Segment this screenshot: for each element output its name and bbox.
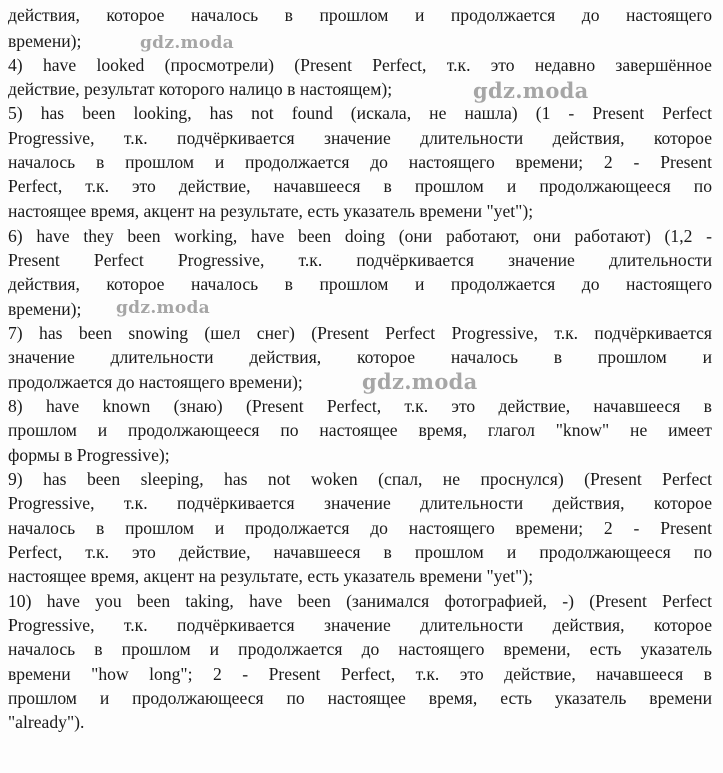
text-line: Perfect, т.к. это действие, начавшееся в прошлом и продолжающееся по [8, 176, 712, 196]
text-line: 7) has been snowing (шел снег) (Present Perfect Progressive, т.к. подчёркивается [8, 323, 712, 343]
text-line: началось в прошлом и продолжается до настоящего времени, есть указатель [8, 639, 712, 659]
text-line: 8) have known (знаю) (Present Perfect, т.к. это действие, начавшееся в [8, 396, 712, 416]
text-line: 10) have you been taking, have been (занимался фотографией, -) (Present Perfect [8, 591, 712, 611]
text-line: времени); [8, 31, 82, 51]
text-line: времени); [8, 299, 82, 319]
text-line: действия, которое началось в прошлом и продолжается до настоящего [8, 274, 712, 294]
text-line: прошлом и продолжающееся по настоящее время, есть указатель времени [8, 688, 712, 708]
text-line: Progressive, т.к. подчёркивается значение длительности действия, которое [8, 128, 712, 148]
text-line: действие, результат которого налицо в настоящем); [8, 79, 393, 99]
text-line: 5) has been looking, has not found (искала, не нашла) (1 - Present Perfect [8, 103, 712, 123]
text-line: 6) have they been working, have been doing (они работают, они работают) (1,2 - [8, 226, 712, 246]
text-line: Perfect, т.к. это действие, начавшееся в прошлом и продолжающееся по [8, 542, 712, 562]
text-line: действия, которое началось в прошлом и продолжается до настоящего [8, 5, 712, 25]
text-line: Present Perfect Progressive, т.к. подчёркивается значение длительности [8, 250, 712, 270]
watermark: gdz.moda [140, 33, 234, 53]
watermark: gdz.moda [362, 369, 478, 394]
text-line: началось в прошлом и продолжается до настоящего времени; 2 - Present [8, 518, 712, 538]
watermark: gdz.moda [116, 298, 210, 318]
text-line: настоящее время, акцент на результате, есть указатель времени "yet"); [8, 566, 534, 586]
text-line: началось в прошлом и продолжается до настоящего времени; 2 - Present [8, 152, 712, 172]
text-line: настоящее время, акцент на результате, есть указатель времени "yet"); [8, 201, 534, 221]
text-line: формы в Progressive); [8, 445, 170, 465]
text-line: времени "how long"; 2 - Present Perfect, т.к. это действие, начавшееся в [8, 664, 712, 684]
text-line: Progressive, т.к. подчёркивается значение длительности действия, которое [8, 493, 712, 513]
text-line: "already"). [8, 712, 85, 732]
text-line: 4) have looked (просмотрели) (Present Perfect, т.к. это недавно завершённое [8, 55, 712, 75]
watermark: gdz.moda [473, 78, 589, 103]
text-line: прошлом и продолжающееся по настоящее время, глагол "know" не имеет [8, 420, 712, 440]
text-line: Progressive, т.к. подчёркивается значение длительности действия, которое [8, 615, 712, 635]
text-line: 9) has been sleeping, has not woken (спал, не проснулся) (Present Perfect [8, 469, 712, 489]
text-line: значение длительности действия, которое началось в прошлом и [8, 347, 712, 367]
text-line: продолжается до настоящего времени); [8, 372, 303, 392]
